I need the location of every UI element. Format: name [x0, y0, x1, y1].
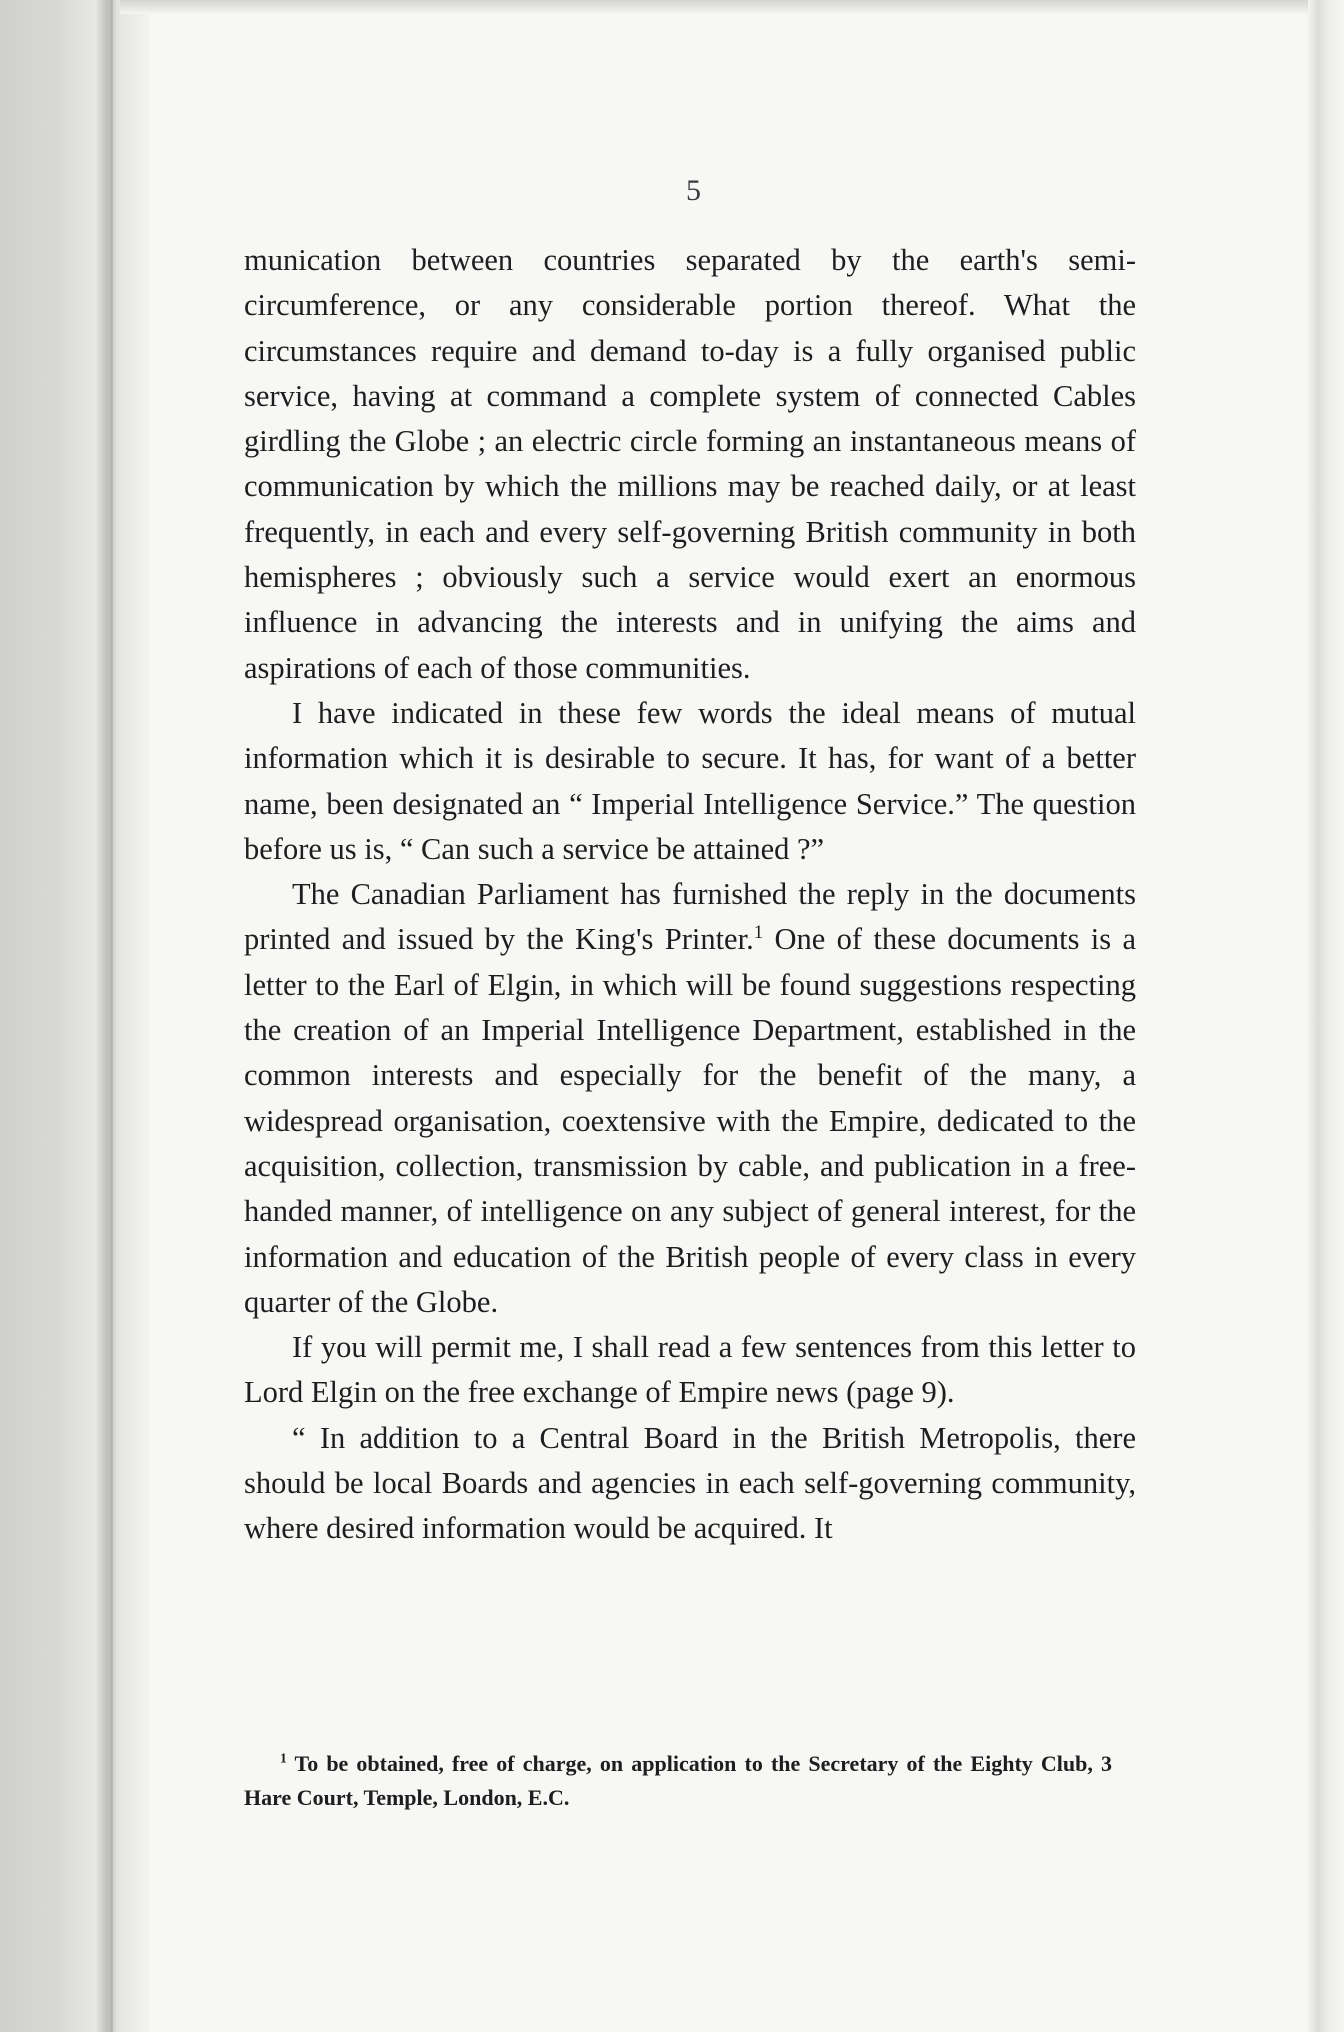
paragraph-canadian-parliament-rest: One of these documents is a letter to the Earl of Elgin, in which will be found suggestions respecting the creation of an Imperial Intelligence Department, established in the common interests and especially for the benefit of the many, a widespread organisation, coextensive with the Empire, dedicated to the acquisition, collection, transmission by cable, and publication in a free-handed manner, of intelligence on any subject of general interest, for the information and education of the British people of every class in every quarter of the Globe.: [244, 922, 1136, 1319]
paragraph-imperial-intelligence-service: I have indicated in these few words the ideal means of mutual information which it is desirable to secure. It has, for want of a better name, been designated an “ Imperial Intelligence Service.” The question before us is, “ Can such a service be attained ?”: [244, 695, 1136, 866]
footnote-marker: 1: [280, 1750, 287, 1766]
paragraph-continuation: munication between countries separated by the earth's semi-circumference, or any considerable portion thereof. What the circumstances require and demand to-day is a fully organised public service, having at command a complete system of connected Cables girdling the Globe ; an electric circle forming an instantaneous means of communication by which the millions may be reached daily, or at least frequently, in each and every self-governing British community in both hemispheres ; obviously such a service would exert an enormous influence in advancing the interests and in unifying the aims and aspirations of each of those communities.: [244, 243, 1136, 685]
page-number: 5: [686, 174, 701, 207]
footnote-reference: 1: [753, 922, 764, 944]
page-top-edge: [120, 0, 1308, 14]
page-right-edge: [1308, 0, 1344, 2032]
footnote-text: To be obtained, free of charge, on application to the Secretary of the Eighty Club, 3 Hare Court, Temple, London, E.C.: [244, 1751, 1112, 1810]
paragraph-canadian-parliament-lead: The Canadian Parliament has furnished the reply in the documents printed and issued by the King's Printer.: [244, 877, 1136, 957]
binding-crease: [110, 0, 113, 2032]
body-text: [244, 238, 1136, 1552]
binding-shadow: [0, 0, 150, 2032]
paragraph-quotation: “ In addition to a Central Board in the British Metropolis, there should be local Boards and agencies in each self-governing community, where desired information would be acquired. It: [244, 1420, 1136, 1546]
footnote: [244, 1747, 1112, 1815]
paragraph-canadian-parliament: [244, 872, 1136, 1325]
paragraph-read-sentences: If you will permit me, I shall read a few sentences from this letter to Lord Elgin on the free exchange of Empire news (page 9).: [244, 1330, 1136, 1410]
